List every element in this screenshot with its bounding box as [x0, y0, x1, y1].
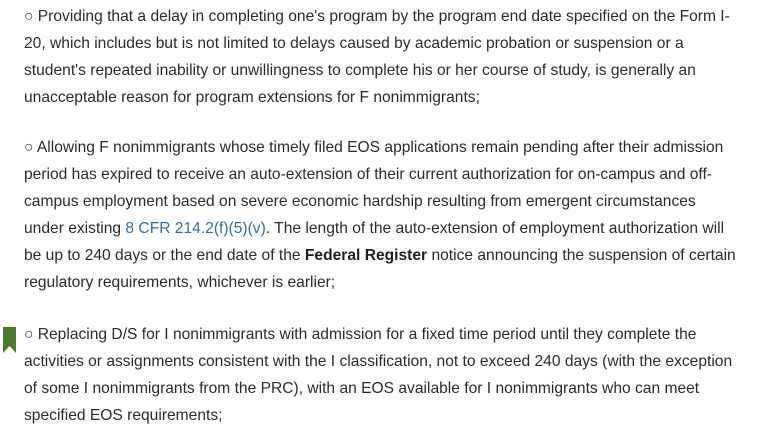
paragraph-auto-extension	[24, 134, 774, 296]
bookmark-icon[interactable]	[3, 327, 16, 353]
text-line	[24, 242, 774, 269]
paragraph-program-delay	[24, 3, 774, 111]
text-segment: notice announcing the suspension of certain	[427, 247, 736, 264]
text-segment: . The length of the auto-extension of employment authorization will	[265, 220, 725, 237]
text-line: campus employment based on severe economic hardship resulting from emergent circumstances	[24, 193, 696, 210]
text-line: student's repeated inability or unwillingness to complete his or her course of study, is generally an	[24, 62, 696, 79]
text-line: activities or assignments consistent with the I classification, not to exceed 240 days (with the exception	[24, 353, 733, 370]
text-line: ○ Allowing F nonimmigrants whose timely filed EOS applications remain pending after their admission	[24, 139, 724, 156]
text-line: period has expired to receive an auto-extension of their current authorization for on-campus and off-	[24, 166, 712, 183]
text-segment: under existing	[24, 220, 126, 237]
text-line	[24, 215, 774, 242]
text-line: of some I nonimmigrants from the PRC), with an EOS available for I nonimmigrants who can meet	[24, 380, 700, 397]
text-line: ○ Providing that a delay in completing one's program by the program end date specified on the Form I-	[24, 8, 730, 25]
text-line: ○ Replacing D/S for I nonimmigrants with admission for a fixed time period until they complete the	[24, 326, 697, 343]
cfr-citation-link[interactable]: 8 CFR 214.2(f)(5)(v)	[125, 220, 266, 237]
federal-register-emphasis: Federal Register	[304, 247, 428, 264]
text-line: 20, which includes but is not limited to delays caused by academic probation or suspension or a	[24, 35, 684, 52]
text-line: specified EOS requirements;	[24, 407, 223, 424]
text-line: unacceptable reason for program extensions for F nonimmigrants;	[24, 89, 480, 106]
text-line: regulatory requirements, whichever is earlier;	[24, 274, 336, 291]
text-segment: be up to 240 days or the end date of the	[24, 247, 305, 264]
paragraph-replacing-ds	[24, 321, 774, 429]
